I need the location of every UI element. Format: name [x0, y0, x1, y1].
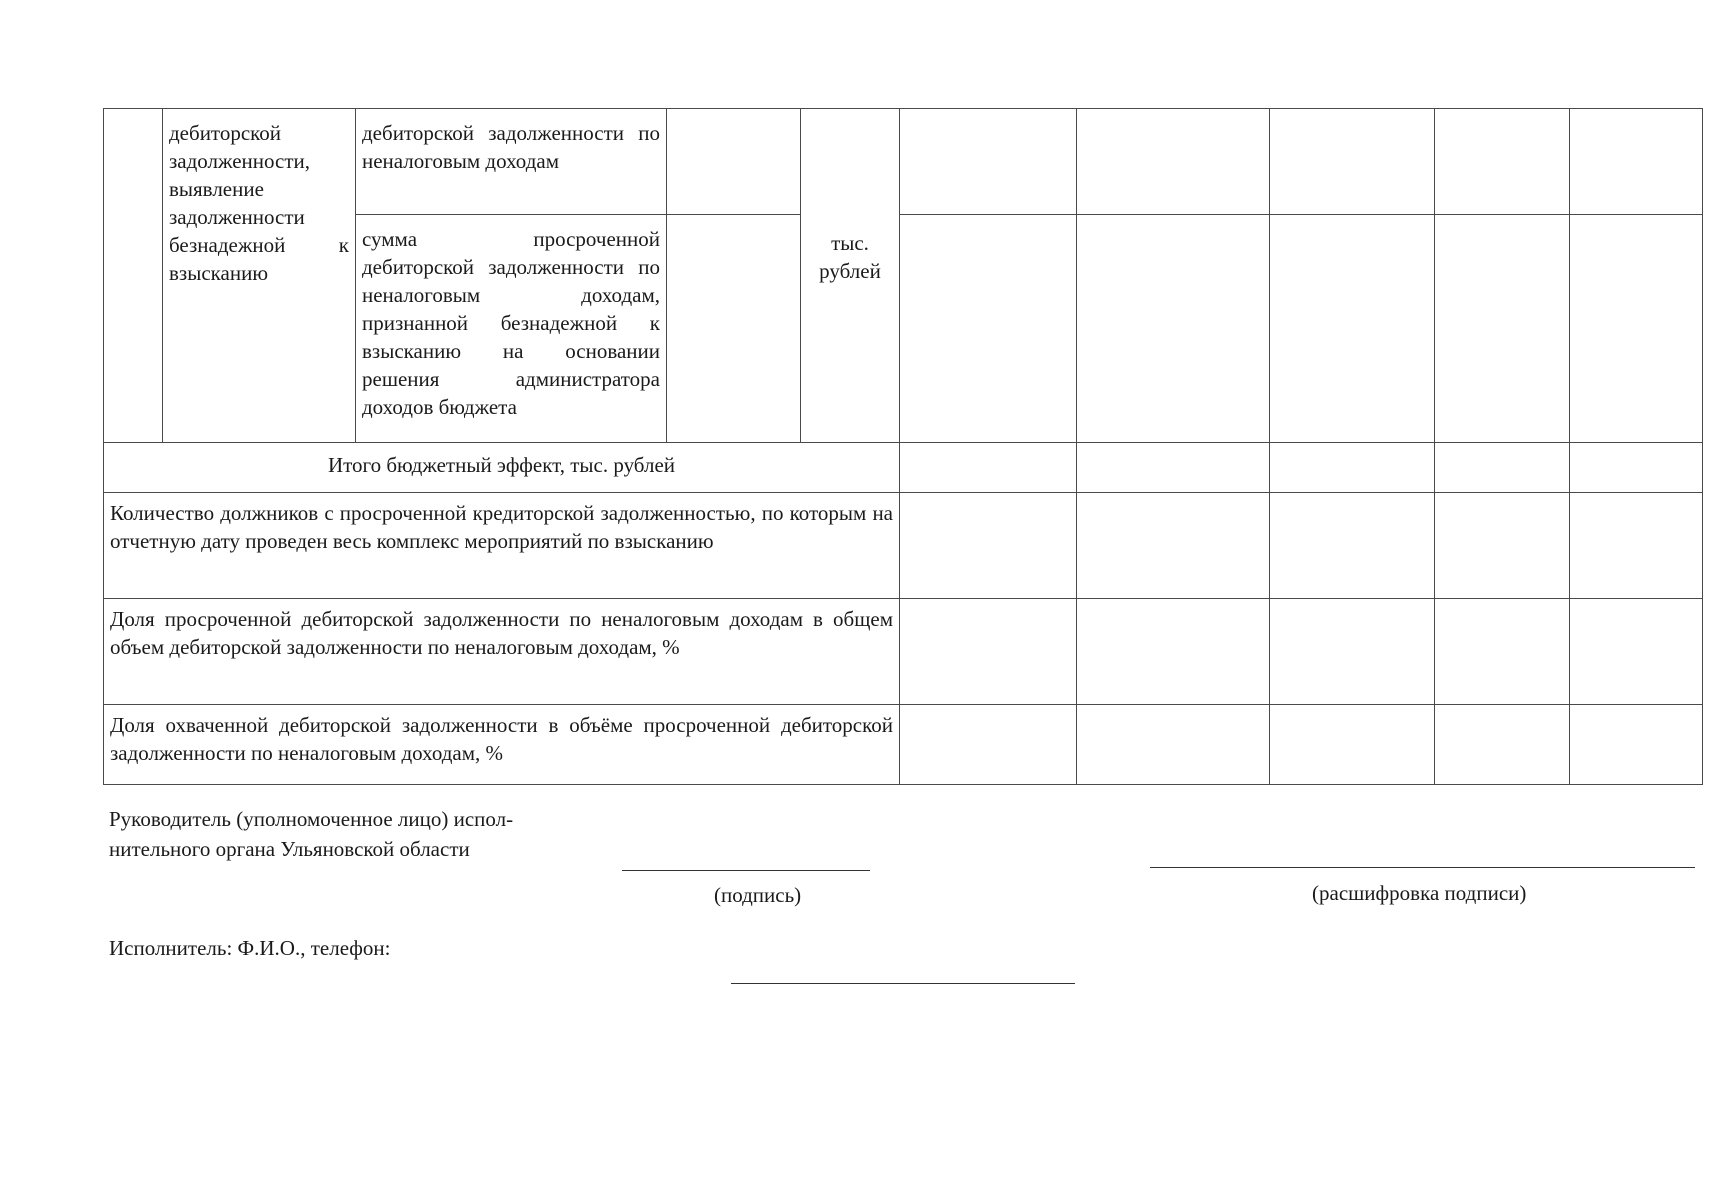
value-cell [1077, 493, 1270, 599]
value-cell [900, 705, 1077, 785]
share-covered-cell [104, 705, 900, 785]
value-cell [1435, 443, 1570, 493]
signature-line [622, 870, 870, 871]
value-cell [900, 215, 1077, 443]
share-covered-label: Доля охваченной дебиторской задолженности в объёме просроченной дебиторской задолженности по неналоговым доходам, % [110, 713, 893, 765]
unit-text: тыс. рублей [819, 231, 881, 283]
value-cell [1570, 215, 1703, 443]
value-cell [1570, 443, 1703, 493]
executor-line [731, 983, 1075, 984]
debtors-label: Количество должников с просроченной кредиторской задолженностью, по которым на отчетную дату проведен весь комплекс мероприятий по взысканию [110, 501, 893, 553]
value-cell [1570, 705, 1703, 785]
value-cell [1570, 109, 1703, 215]
table-row [104, 109, 1703, 215]
signature-decode-line [1150, 867, 1695, 868]
empty-cell [667, 215, 801, 443]
signature-caption: (подпись) [714, 883, 802, 907]
indicator-text-receivables: дебиторской задолженности по неналоговым доходам [362, 121, 660, 173]
value-cell [900, 599, 1077, 705]
head-signatory-line1: Руководитель (уполномоченное лицо) испол- [109, 807, 514, 831]
value-cell [1270, 493, 1435, 599]
value-cell [1270, 705, 1435, 785]
debtors-label-cell [104, 493, 900, 599]
value-cell [1077, 599, 1270, 705]
value-cell [1435, 109, 1570, 215]
table-row [104, 705, 1703, 785]
value-cell [1435, 215, 1570, 443]
value-cell [1077, 443, 1270, 493]
value-cell [1570, 493, 1703, 599]
executor-label: Исполнитель: Ф.И.О., телефон: [109, 936, 391, 960]
value-cell [1270, 599, 1435, 705]
share-overdue-label: Доля просроченной дебиторской задолженности по неналоговым доходам в общем объем дебиторской задолженности по неналоговым доходам, % [110, 607, 893, 659]
value-cell [1435, 493, 1570, 599]
head-signatory-line2: нительного органа Ульяновской области [109, 837, 470, 861]
value-cell [900, 493, 1077, 599]
indicator-text-bad-debt: сумма просроченной дебиторской задолженности по неналоговым доходам, признанной безнадежной к взысканию на основании решения администратора доходов бюджета [362, 227, 660, 419]
value-cell [1077, 705, 1270, 785]
indicator-cell [356, 109, 667, 215]
value-cell [1270, 215, 1435, 443]
share-overdue-cell [104, 599, 900, 705]
row-number-cell [104, 109, 163, 443]
signature-decode-caption: (расшифровка подписи) [1312, 881, 1527, 905]
value-cell [1435, 599, 1570, 705]
value-cell [1435, 705, 1570, 785]
value-cell [900, 443, 1077, 493]
indicator-cell [356, 215, 667, 443]
value-cell [1270, 109, 1435, 215]
value-cell [1270, 443, 1435, 493]
value-cell [1570, 599, 1703, 705]
table-row [104, 493, 1703, 599]
unit-cell [801, 109, 900, 443]
value-cell [900, 109, 1077, 215]
empty-cell [667, 109, 801, 215]
table-row [104, 443, 1703, 493]
value-cell [1077, 215, 1270, 443]
total-label: Итого бюджетный эффект, тыс. рублей [327, 453, 676, 477]
value-cell [1077, 109, 1270, 215]
measure-name-cell [163, 109, 356, 443]
table-row [104, 599, 1703, 705]
report-table [103, 108, 1703, 785]
measure-name-text: дебиторской задолженности, выявление задолженности безнадежной к взысканию [169, 121, 349, 285]
total-label-cell [104, 443, 900, 493]
